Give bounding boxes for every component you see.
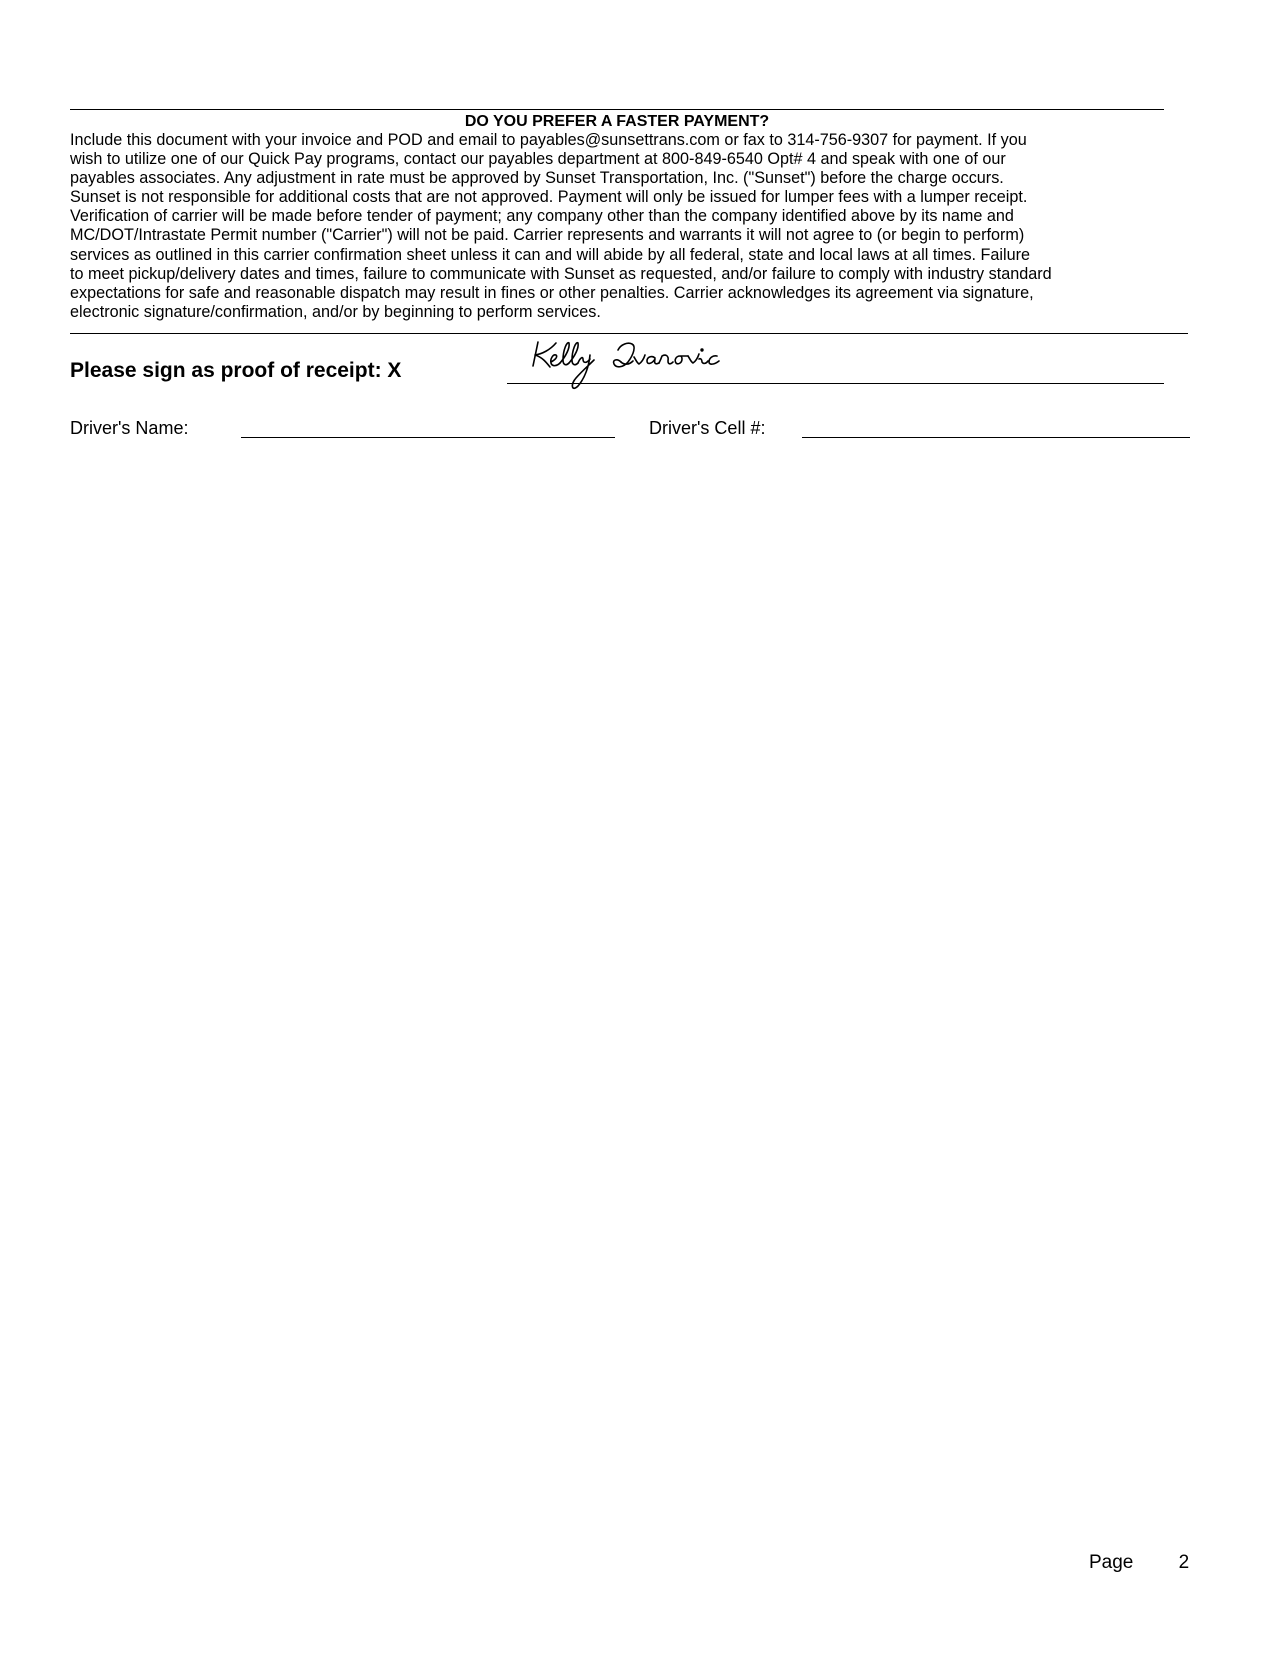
sign-receipt-label: Please sign as proof of receipt: X <box>70 359 402 382</box>
terms-line: wish to utilize one of our Quick Pay programs, contact our payables department at 800-849-6540 Opt# 4 and speak with one of our <box>70 150 1006 169</box>
terms-line: MC/DOT/Intrastate Permit number ("Carrier") will not be paid. Carrier represents and warrants it will not agree to (or begin to perform) <box>70 226 1025 245</box>
driver-name-field[interactable] <box>241 437 615 438</box>
driver-cell-field[interactable] <box>802 437 1190 438</box>
top-divider <box>70 109 1164 110</box>
terms-line: services as outlined in this carrier confirmation sheet unless it can and will abide by all federal, state and local laws at all times. Failure <box>70 245 1031 264</box>
driver-name-label: Driver's Name: <box>70 418 189 438</box>
payment-terms-paragraph <box>70 131 1052 322</box>
handwritten-signature <box>520 338 790 408</box>
terms-line: payables associates. Any adjustment in rate must be approved by Sunset Transportation, Inc. ("Sunset") before the charge occurs. <box>70 169 1004 188</box>
section-divider <box>70 333 1188 334</box>
terms-line: Include this document with your invoice and POD and email to payables@sunsettrans.com or fax to 314-756-9307 for payment. If you <box>70 131 1027 149</box>
page-footer <box>1089 1552 1189 1574</box>
terms-line: Sunset is not responsible for additional costs that are not approved. Payment will only be issued for lumper fees with a lumper receipt. <box>70 188 1028 207</box>
terms-line: Verification of carrier will be made before tender of payment; any company other than the company identified above by its name and <box>70 207 1014 226</box>
driver-cell-label: Driver's Cell #: <box>649 418 766 438</box>
terms-line: electronic signature/confirmation, and/or by beginning to perform services. <box>70 302 601 321</box>
terms-line: to meet pickup/delivery dates and times, failure to communicate with Sunset as requested, and/or failure to comply with industry standard <box>70 264 1052 283</box>
page-number: 2 <box>1178 1552 1190 1573</box>
payment-notice-heading: DO YOU PREFER A FASTER PAYMENT? <box>464 113 770 130</box>
terms-line: expectations for safe and reasonable dispatch may result in fines or other penalties. Carrier acknowledges its agreement via signature, <box>70 283 1034 302</box>
page-label: Page <box>1089 1552 1134 1573</box>
